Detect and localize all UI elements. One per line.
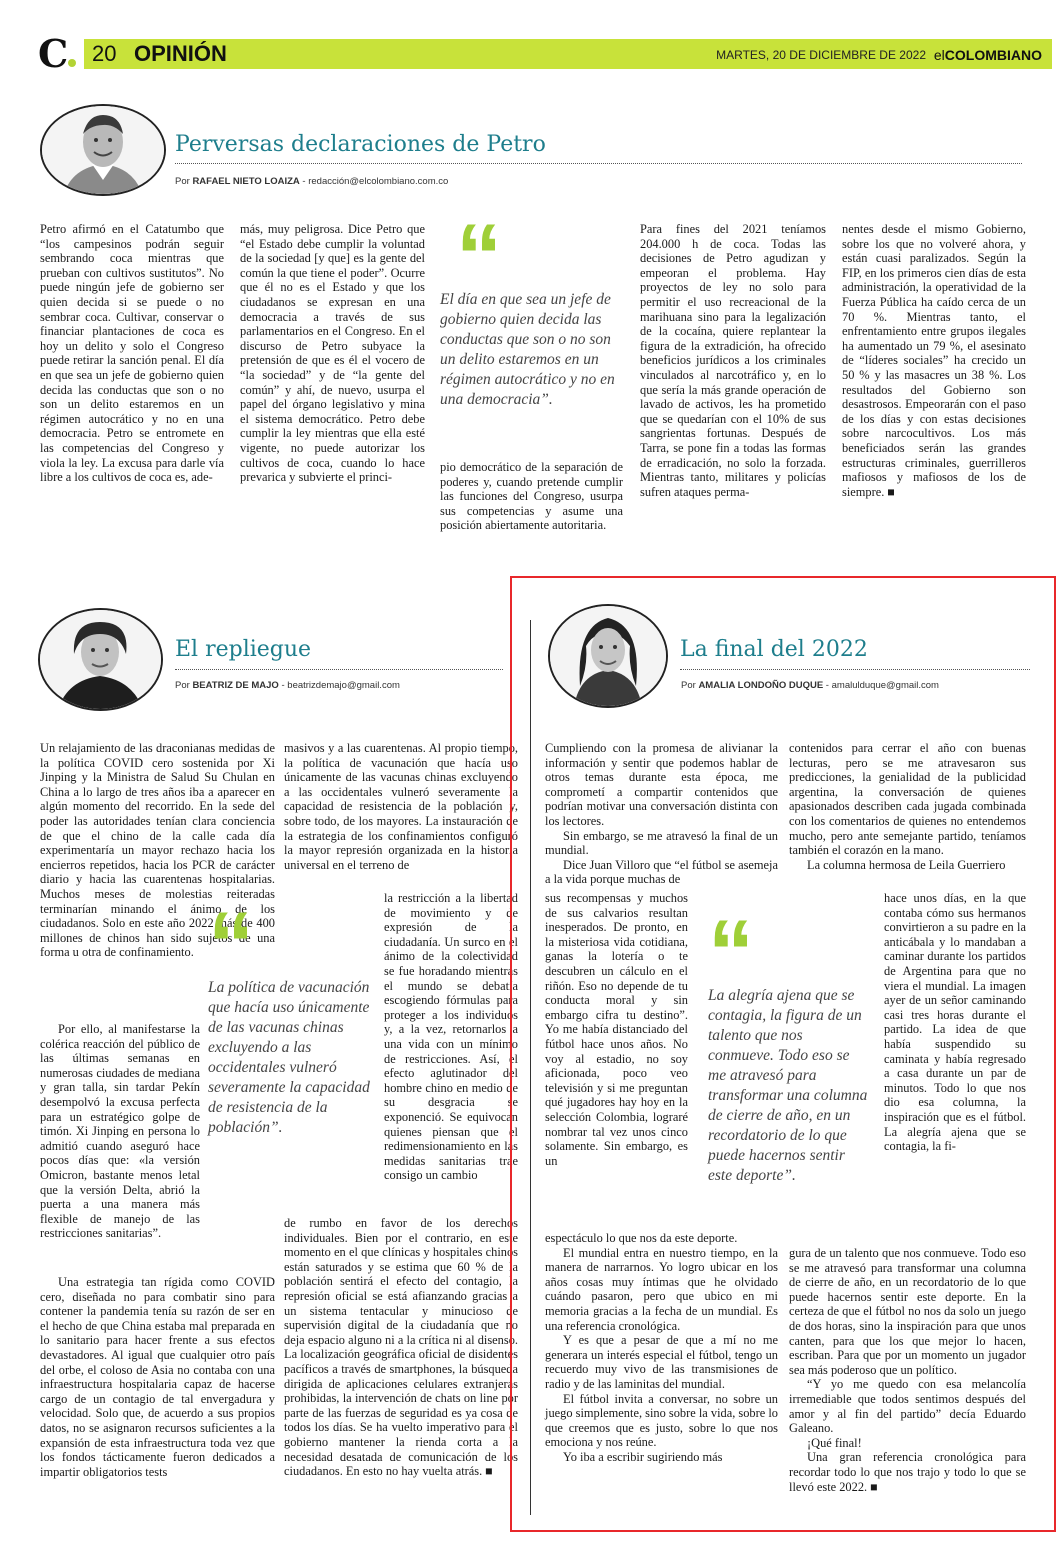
article-column-1: Petro afirmó en el Catatumbo que “los campesinos podrán seguir sembrando coca mientras que prueban con cultivos sustitutos”. No puede ningún jefe de gobierno ser quien decida si se puede o no sembrar coca. Cultivar, conservar o financiar plantaciones de coca es hoy un delito y solo el Congreso puede retirar la sanción penal. El día en que sea un jefe de gobierno quien decida las conductas que son o no son un delito estaremos en un régimen autocrático y no en una democracia. Petro se entromete en las competencias del Congreso y viola la ley. La excusa para darle vía libre a los cultivos de coca es, ade- [40, 222, 224, 485]
paragraph: contenidos para cerrar el año con buenas lecturas, pero se me atravesaron sus predicciones, la genialidad de la publicidad argentina, la conversación de quienes apasionados describen cada jugada combinada con los comentarios de quienes no entendemos mucho, pero ante semejante partido, teníamos también el corazón en la mano. [789, 741, 1026, 858]
author-photo-rafael [40, 104, 166, 196]
paragraph: El mundial entra en nuestro tiempo, en la manera de narrarnos. Yo logro ubicar en los años cosas muy íntimas que he olvidado cuándo pasaron, pero que ubico en mi memoria gracias a la fecha de un mundial. Es una referencia cronológica. [545, 1245, 778, 1333]
article-column-2: masivos y a las cuarentenas. Al propio tiempo, la política de vacunación que hacía uso únicamente de las vacunas chinas excluyendo a las occidentales vulneró severamente la capacidad de resistencia de la población y, sobre todo, de los mayores. La instauración de la estrategia de los confinamientos configuró la mayor represión organizada en la historia universal en el terreno de [284, 741, 518, 872]
paragraph: “Y yo me quedo con esa melancolía irremediable que todos sentimos después del amor y al fin del partido” decía Eduardo Galeano. [789, 1377, 1026, 1436]
pull-quote [708, 902, 868, 1186]
article-column-5: nentes desde el mismo Gobierno, sobre los que no volveré ahora, y están cuasi paralizados. Según la FIP, en los primeros cien días de esta administración, la operatividad de la Fuerza Pública ha caído cerca de un 70 %. Mientras tanto, el enfrentamiento entre grupos ilegales ha aumentado un 79 %, el asesinato de “líderes sociales” ha crecido un 50 % y las masacres un 38 %. Los resultados del Gobierno son desastrosos. Empeorarán con el paso de los días y con estas decisiones sobre narcocultivos. Los más beneficiados serán las grandes estructuras criminales, guerrilleros mafiosos y mafiosos de los de siempre. ■ [842, 222, 1026, 499]
pull-quote-text: El día en que sea un jefe de gobierno quien decida las conductas que son o no son un delito estaremos en un régimen autocrático y no en una democracia”. [440, 291, 615, 408]
article-column-2-middle: hace unos días, en la que contaba cómo sus hermanos convirtieron a su padre en la anticábala y lo mandaban a caminar durante los partidos de Argentina para que no viera el mundial. La imagen ayer de un señor caminando casi tres horas durante el partido. La idea de que había suspendido su caminata y había regresado a casa durante un par de minutos. Todo lo que nos dio esa columna, la inspiración que es el fútbol. La alegría ajena que se contagia, la fi- [884, 891, 1026, 1154]
paragraph: ¡Qué final! [807, 1435, 862, 1450]
paragraph: Sin embargo, se me atravesó la final de un mundial. [545, 828, 778, 858]
page-number: 20 [92, 41, 117, 66]
paragraph: espectáculo lo que nos da este deporte. [545, 1231, 738, 1245]
pull-quote-text: La política de vacunación que hacía uso únicamente de las vacunas chinas excluyendo a las occidentales vulneró severamente la capacidad de resistencia de la población”. [208, 979, 370, 1136]
quote-mark-icon: “ [456, 206, 496, 308]
article-column-2-top [789, 741, 1026, 872]
title-divider [175, 163, 1022, 164]
section-bar [84, 39, 1052, 69]
byline-prefix: Por [175, 176, 190, 187]
article-column-3: pio democrático de la separación de poderes y, cuando pretende cumplir las funciones del Congreso, usurpa sus competencias y asume una posición abiertamente autoritaria. [440, 460, 623, 533]
author-name: BEATRIZ DE MAJO [192, 680, 279, 691]
byline: Por AMALIA LONDOÑO DUQUE - amalulduque@gmail.com [681, 680, 939, 691]
article-column-1-middle: sus recompensas y muchos de sus calvarios resultan inesperados. De pronto, en la misteriosa vida cotidiana, ganas la lotería o te descubren un cálculo en el riñón. Eso no depende de tu conducta moral y sin embargo cifra tu destino”. Yo me había distanciado del fútbol hace unos años. No voy al estadio, no soy aficionada, poco veo televisión y si me preguntan qué jugadores hay hoy en la selección Colombia, lograré nombrar tal vez unos cinco solamente. Sin embargo, es un [545, 891, 688, 1168]
byline: Por RAFAEL NIETO LOAIZA - redacción@elcolombiano.com.co [175, 176, 449, 187]
title-divider [175, 669, 503, 670]
quote-mark-icon: “ [208, 894, 248, 996]
article-column-1-top [545, 741, 778, 887]
brand-name [934, 47, 1042, 63]
column-1-bottom [40, 1275, 275, 1479]
article-column-2-middle: la restricción a la libertad de movimiento y de expresión de la ciudadanía. Un surco en el ánimo de la colectividad se fue horadando mientras el mundo se debatía escogiendo fórmulas para proteger a los individuos y, a la vez, retornarlos a una vida con un mínimo de restricciones. Así, el efecto aglutinador del hombre chino en medio de su desgracia se exponenció. Se equivocan quienes piensan que el redimensionamiento en las medidas sanitarias trae consigo un cambio [384, 891, 518, 1183]
article-title: Perversas declaraciones de Petro [175, 132, 546, 157]
paragraph: Dice Juan Villoro que “el fútbol se asemeja a la vida porque muchas de [545, 857, 778, 887]
author-email: redacción@elcolombiano.com.co [308, 176, 449, 187]
pull-quote [440, 206, 620, 410]
paragraph: Una gran referencia cronológica para recordar todo lo que nos trajo y todo lo que se llevó este 2022. ■ [789, 1450, 1026, 1494]
paragraph: La columna hermosa de Leila Guerriero [807, 857, 1006, 872]
author-name: AMALIA LONDOÑO DUQUE [698, 680, 824, 691]
article-title: La final del 2022 [680, 637, 868, 662]
logo-dot [68, 59, 76, 67]
newspaper-logo: C [38, 31, 69, 76]
article-title: El repliegue [175, 637, 312, 662]
pull-quote-text: La alegría ajena que se contagia, la figura de un talento que nos conmueve. Todo eso se me atravesó para transformar una columna de cierre de año, en un recordatorio de lo que puede hacernos sentir este deporte”. [708, 987, 868, 1184]
byline: Por BEATRIZ DE MAJO - beatrizdemajo@gmail.com [175, 680, 400, 691]
author-photo-amalia [548, 604, 668, 708]
column-1-continued [40, 1022, 200, 1241]
paragraph: Yo iba a escribir sugiriendo más [563, 1449, 723, 1464]
byline-prefix: Por [175, 680, 190, 691]
article-column-2-bottom: de rumbo en favor de los derechos individuales. Bien por el contrario, en este momento en el que clínicas y hospitales chinos están saturados y se estima que 60 % de la población sentirá el efecto del contagio, la represión oficial se está afianzando gracias a un sistema tentacular y minucioso de supervisión digital de la ciudadanía que no deja espacio alguno ni a la crítica ni al disenso. La localización geográfica oficial de disidentes pacíficos a través de smartphones, la búsqueda dirigida de aplicaciones celulares extranjeras prohibidas, la intervención de chats on line por parte de las fuerzas de seguridad es ya cosa de todos los días. Se ha vuelto imperativo para el gobierno mantener la rienda corta a la necesidad desatada de comunicación de los ciudadanos. En esto no hay vuelta atrás. ■ [284, 1216, 518, 1479]
paragraph: Por ello, al manifestarse la colérica reacción del público de las últimas semanas en numerosas ciudades de mediana y gran talla, sin tardar Pekín desempolvó la excusa perfecta para un estratégico golpe de timón. Xi Jinping en persona lo admitió cuando aseguró hace pocos días que: «la versión Omicron, bastante menos letal que la versión Delta, abrió la puerta a una manera más flexible de manejo de las restricciones sanitarias”. [40, 1022, 200, 1241]
paragraph: Una estrategia tan rígida como COVID cero, diseñada no para combatir sino para contener la pandemia tenía su razón de ser en el hecho de que China estaba mal preparada en lo sanitario para hacer frente a sus efectos devastadores. Al igual que cualquier otro país del orbe, el coloso de Asia no contaba con una infraestructura hospitalaria capaz de hacerse cargo de un contagio de tal envergadura y velocidad. Solo que, de acuerdo a sus propios datos, no se asignaron recursos suficientes a la expansión de esta infraestructura toda vez que los fondos tácticamente fueron dedicados a impartir obligatorios tests [40, 1275, 275, 1479]
pull-quote [208, 894, 380, 1138]
issue-date: MARTES, 20 DE DICIEMBRE DE 2022 [716, 48, 926, 62]
section-title: OPINIÓN [134, 41, 227, 66]
article-column-1-bottom [545, 1231, 778, 1465]
paragraph: El fútbol invita a conversar, no sobre un juego simplemente, sino sobre la vida, sobre lo que creemos que es justo, sobre lo que nos emociona y nos reúne. [545, 1391, 778, 1450]
paragraph: Cumpliendo con la promesa de alivianar la información y sentir que podemos hablar de otros temas durante esta época, me comprometí a compartir contenidos que podrían motivar una conversación distinta con los lectores. [545, 741, 778, 828]
paragraph: Y es que a pesar de que a mí no me generara un interés especial el fútbol, tengo un recuerdo muy vivo de las transmisiones de radio y de las laminitas del mundial. [545, 1333, 778, 1391]
byline-prefix: Por [681, 680, 696, 691]
brand-prefix: el [933, 47, 945, 63]
author-email: beatrizdemajo@gmail.com [287, 680, 400, 691]
title-divider [680, 669, 1030, 670]
author-email: amalulduque@gmail.com [831, 680, 939, 691]
quote-mark-icon: “ [708, 902, 748, 1004]
article-column-2-bottom [789, 1246, 1026, 1494]
article-column-2: más, muy peligrosa. Dice Petro que “el Estado debe cumplir la voluntad de la sociedad [y que] es la gente del común la que tiene el poder”. Ocurre que él no es el Estado y que los ciudadanos se expresan en una democracia a través de sus parlamentarios en el Congreso. En el discurso de Petro subyace la pretensión de que es él el vocero de “la sociedad” y de “la gente del común” y ahí, de nuevo, usurpa el papel del órgano legislativo y mina el sistema democrático. Petro debe cumplir la ley mientras que ella esté vigente, no puede autorizar los cultivos de coca, cuando lo hace prevarica y subvierte el princi- [240, 222, 425, 485]
author-photo-beatriz [38, 608, 163, 711]
paragraph: Un relajamiento de las draconianas medidas de la política COVID cero sostenida por Xi Jinping y la Ministra de Salud Su Chulan en China a lo largo de tres años iba a aparecer en algún momento del recorrido. En la sede del poder las autoridades tenían clara conciencia de que el chino de la calle cada día experimentaría un mayor rechazo hacia los encierros repetidos, hacia los PCR de carácter diario y hacia las cuarentenas hospitalarias. Muchos meses de molestias reiteradas terminarían minando el ánimo de los ciudadanos. Solo en este año 2022 más de 400 millones de chinos han sido sujetos de una forma u otra de confinamiento. [40, 741, 275, 960]
page-header [38, 31, 1052, 76]
article-column-4: Para fines del 2021 teníamos 204.000 h de coca. Todas las decisiones de Petro agudizan y empeoran el problema. Hay proyectos de ley no solo para permitir el uso recreacional de la marihuana sino para la legalización de la cocaína, quiere replantear la figura de la extradición, ha ofrecido beneficios jurídicos a los criminales vinculados al narcotráfico y, en lo que sería la más grande operación de lavado de activos, les ha prometido que se quedarían con el 10% de sus sangrientas fortunas. Después de Tarra, se pone fin a todas las formas de erradicación, no solo la forzada. Mientras tanto, militares y policías sufren ataques perma- [640, 222, 826, 499]
brand-word: COLOMBIANO [944, 47, 1042, 63]
paragraph: gura de un talento que nos conmueve. Todo eso se me atravesó para transformar una columna de cierre de año, en un recordatorio de lo que puede hacernos sentir este deporte. En la certeza de que el fútbol no nos da solo un juego de dos horas, sino la inspiración para que unos canten, para que los que mejor lo hacen, escriban. Para que por un momento un jugador sea más poderoso que un político. [789, 1246, 1026, 1377]
author-name: RAFAEL NIETO LOAIZA [192, 176, 300, 187]
